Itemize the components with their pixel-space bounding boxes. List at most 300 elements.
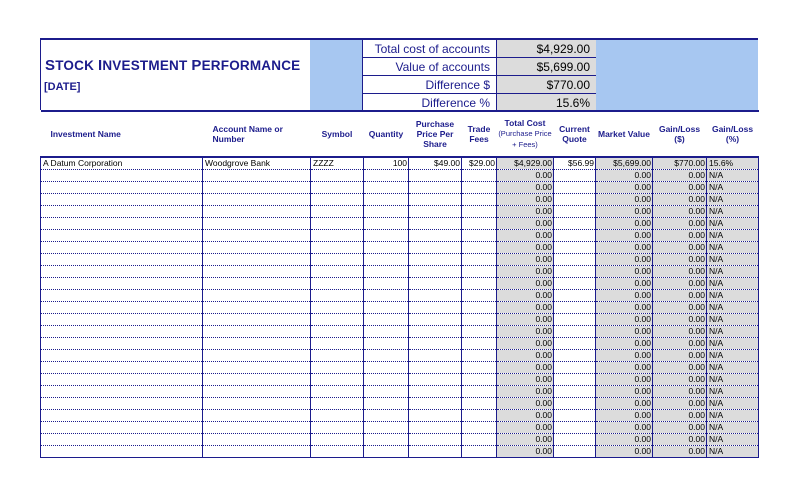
- cell-market-value[interactable]: 0.00: [596, 170, 653, 182]
- cell-total-cost[interactable]: 0.00: [497, 350, 554, 362]
- cell-current-quote[interactable]: [554, 362, 596, 374]
- cell-market-value[interactable]: 0.00: [596, 230, 653, 242]
- cell-account-name[interactable]: [203, 230, 311, 242]
- cell-total-cost[interactable]: 0.00: [497, 374, 554, 386]
- cell-trade-fees[interactable]: [462, 254, 497, 266]
- cell-current-quote[interactable]: [554, 410, 596, 422]
- cell-current-quote[interactable]: [554, 374, 596, 386]
- cell-account-name[interactable]: [203, 278, 311, 290]
- cell-gain-loss-pct[interactable]: N/A: [707, 374, 759, 386]
- col-total-cost-label: Total Cost: [504, 118, 546, 128]
- cell-quantity[interactable]: [364, 326, 409, 338]
- cell-total-cost[interactable]: 0.00: [497, 434, 554, 446]
- cell-trade-fees[interactable]: [462, 410, 497, 422]
- cell-gain-loss-pct[interactable]: N/A: [707, 230, 759, 242]
- cell-total-cost[interactable]: 0.00: [497, 230, 554, 242]
- cell-total-cost[interactable]: 0.00: [497, 290, 554, 302]
- cell-market-value[interactable]: 0.00: [596, 326, 653, 338]
- summary-total-cost-row: [363, 40, 596, 58]
- cell-investment-name[interactable]: [41, 230, 203, 242]
- cell-symbol[interactable]: [311, 290, 364, 302]
- cell-total-cost[interactable]: 0.00: [497, 242, 554, 254]
- cell-gain-loss-dollar[interactable]: 0.00: [653, 266, 707, 278]
- cell-market-value[interactable]: 0.00: [596, 446, 653, 458]
- cell-market-value[interactable]: 0.00: [596, 182, 653, 194]
- cell-account-name[interactable]: [203, 218, 311, 230]
- cell-trade-fees[interactable]: [462, 218, 497, 230]
- cell-investment-name[interactable]: [41, 326, 203, 338]
- cell-gain-loss-pct[interactable]: N/A: [707, 194, 759, 206]
- cell-quantity[interactable]: [364, 422, 409, 434]
- cell-gain-loss-pct[interactable]: N/A: [707, 182, 759, 194]
- summary-value[interactable]: $770.00: [497, 76, 596, 94]
- cell-symbol[interactable]: ZZZZ: [311, 157, 364, 170]
- cell-investment-name[interactable]: [41, 374, 203, 386]
- cell-purchase-price[interactable]: [409, 422, 462, 434]
- spreadsheet: [40, 38, 758, 458]
- cell-investment-name[interactable]: [41, 314, 203, 326]
- cell-market-value[interactable]: 0.00: [596, 434, 653, 446]
- cell-symbol[interactable]: [311, 410, 364, 422]
- cell-gain-loss-pct[interactable]: N/A: [707, 446, 759, 458]
- cell-current-quote[interactable]: [554, 242, 596, 254]
- cell-gain-loss-pct[interactable]: N/A: [707, 206, 759, 218]
- cell-gain-loss-dollar[interactable]: 0.00: [653, 218, 707, 230]
- cell-investment-name[interactable]: [41, 254, 203, 266]
- cell-gain-loss-dollar[interactable]: 0.00: [653, 374, 707, 386]
- cell-market-value[interactable]: 0.00: [596, 410, 653, 422]
- cell-gain-loss-dollar[interactable]: $770.00: [653, 157, 707, 170]
- cell-gain-loss-pct[interactable]: N/A: [707, 350, 759, 362]
- cell-gain-loss-dollar[interactable]: 0.00: [653, 242, 707, 254]
- cell-purchase-price[interactable]: [409, 350, 462, 362]
- cell-gain-loss-dollar[interactable]: 0.00: [653, 410, 707, 422]
- cell-gain-loss-pct[interactable]: N/A: [707, 290, 759, 302]
- table-body: [41, 157, 759, 458]
- cell-market-value[interactable]: 0.00: [596, 374, 653, 386]
- cell-current-quote[interactable]: [554, 266, 596, 278]
- col-gain-loss-dollar: Gain/Loss ($): [653, 111, 707, 157]
- cell-total-cost[interactable]: 0.00: [497, 326, 554, 338]
- cell-symbol[interactable]: [311, 398, 364, 410]
- cell-symbol[interactable]: [311, 194, 364, 206]
- table-row: [41, 326, 759, 338]
- cell-quantity[interactable]: [364, 266, 409, 278]
- cell-gain-loss-dollar[interactable]: 0.00: [653, 170, 707, 182]
- cell-gain-loss-pct[interactable]: N/A: [707, 398, 759, 410]
- cell-market-value[interactable]: 0.00: [596, 398, 653, 410]
- cell-gain-loss-dollar[interactable]: 0.00: [653, 338, 707, 350]
- cell-account-name[interactable]: [203, 446, 311, 458]
- cell-symbol[interactable]: [311, 230, 364, 242]
- cell-quantity[interactable]: [364, 386, 409, 398]
- cell-symbol[interactable]: [311, 278, 364, 290]
- cell-current-quote[interactable]: [554, 314, 596, 326]
- cell-gain-loss-pct[interactable]: N/A: [707, 218, 759, 230]
- summary-value[interactable]: $4,929.00: [497, 40, 596, 58]
- cell-account-name[interactable]: [203, 362, 311, 374]
- cell-gain-loss-pct[interactable]: N/A: [707, 254, 759, 266]
- cell-trade-fees[interactable]: [462, 362, 497, 374]
- cell-current-quote[interactable]: [554, 290, 596, 302]
- summary-value[interactable]: 15.6%: [497, 94, 596, 112]
- cell-gain-loss-dollar[interactable]: 0.00: [653, 230, 707, 242]
- cell-total-cost[interactable]: 0.00: [497, 170, 554, 182]
- cell-market-value[interactable]: 0.00: [596, 194, 653, 206]
- cell-current-quote[interactable]: [554, 182, 596, 194]
- title-initial-s: S: [45, 57, 56, 74]
- cell-investment-name[interactable]: [41, 350, 203, 362]
- cell-gain-loss-dollar[interactable]: 0.00: [653, 254, 707, 266]
- summary-value-of-accounts-row: [363, 58, 596, 76]
- cell-quantity[interactable]: [364, 170, 409, 182]
- cell-trade-fees[interactable]: [462, 230, 497, 242]
- cell-total-cost[interactable]: 0.00: [497, 206, 554, 218]
- cell-investment-name[interactable]: [41, 278, 203, 290]
- cell-quantity[interactable]: [364, 446, 409, 458]
- cell-gain-loss-pct[interactable]: N/A: [707, 302, 759, 314]
- cell-gain-loss-dollar[interactable]: 0.00: [653, 422, 707, 434]
- cell-purchase-price[interactable]: [409, 302, 462, 314]
- cell-investment-name[interactable]: [41, 398, 203, 410]
- cell-market-value[interactable]: 0.00: [596, 314, 653, 326]
- cell-symbol[interactable]: [311, 326, 364, 338]
- cell-current-quote[interactable]: [554, 278, 596, 290]
- cell-purchase-price[interactable]: [409, 314, 462, 326]
- table-row: [41, 278, 759, 290]
- cell-account-name[interactable]: [203, 374, 311, 386]
- cell-account-name[interactable]: [203, 194, 311, 206]
- cell-trade-fees[interactable]: [462, 194, 497, 206]
- cell-total-cost[interactable]: 0.00: [497, 218, 554, 230]
- cell-trade-fees[interactable]: [462, 278, 497, 290]
- cell-gain-loss-pct[interactable]: N/A: [707, 338, 759, 350]
- cell-trade-fees[interactable]: [462, 446, 497, 458]
- cell-purchase-price[interactable]: [409, 434, 462, 446]
- cell-investment-name[interactable]: [41, 362, 203, 374]
- cell-trade-fees[interactable]: [462, 350, 497, 362]
- cell-trade-fees[interactable]: [462, 386, 497, 398]
- cell-quantity[interactable]: [364, 230, 409, 242]
- cell-investment-name[interactable]: [41, 338, 203, 350]
- cell-account-name[interactable]: [203, 338, 311, 350]
- cell-total-cost[interactable]: 0.00: [497, 410, 554, 422]
- cell-investment-name[interactable]: [41, 434, 203, 446]
- cell-symbol[interactable]: [311, 338, 364, 350]
- cell-symbol[interactable]: [311, 170, 364, 182]
- cell-purchase-price[interactable]: [409, 326, 462, 338]
- cell-gain-loss-dollar[interactable]: 0.00: [653, 182, 707, 194]
- cell-gain-loss-dollar[interactable]: 0.00: [653, 314, 707, 326]
- cell-account-name[interactable]: [203, 182, 311, 194]
- cell-gain-loss-dollar[interactable]: 0.00: [653, 194, 707, 206]
- cell-symbol[interactable]: [311, 446, 364, 458]
- cell-gain-loss-dollar[interactable]: 0.00: [653, 290, 707, 302]
- cell-gain-loss-dollar[interactable]: 0.00: [653, 350, 707, 362]
- cell-quantity[interactable]: [364, 218, 409, 230]
- cell-trade-fees[interactable]: [462, 338, 497, 350]
- cell-gain-loss-pct[interactable]: N/A: [707, 278, 759, 290]
- cell-purchase-price[interactable]: $49.00: [409, 157, 462, 170]
- cell-account-name[interactable]: Woodgrove Bank: [203, 157, 311, 170]
- cell-trade-fees[interactable]: [462, 302, 497, 314]
- cell-gain-loss-dollar[interactable]: 0.00: [653, 386, 707, 398]
- cell-quantity[interactable]: [364, 374, 409, 386]
- cell-purchase-price[interactable]: [409, 170, 462, 182]
- cell-symbol[interactable]: [311, 314, 364, 326]
- cell-quantity[interactable]: [364, 242, 409, 254]
- cell-investment-name[interactable]: [41, 242, 203, 254]
- cell-current-quote[interactable]: [554, 302, 596, 314]
- cell-market-value[interactable]: 0.00: [596, 290, 653, 302]
- col-quantity: Quantity: [364, 111, 409, 157]
- cell-trade-fees[interactable]: [462, 290, 497, 302]
- cell-total-cost[interactable]: 0.00: [497, 194, 554, 206]
- cell-total-cost[interactable]: 0.00: [497, 362, 554, 374]
- cell-market-value[interactable]: 0.00: [596, 218, 653, 230]
- cell-investment-name[interactable]: [41, 422, 203, 434]
- cell-symbol[interactable]: [311, 350, 364, 362]
- cell-purchase-price[interactable]: [409, 410, 462, 422]
- cell-purchase-price[interactable]: [409, 386, 462, 398]
- cell-account-name[interactable]: [203, 422, 311, 434]
- cell-current-quote[interactable]: $56.99: [554, 157, 596, 170]
- cell-investment-name[interactable]: [41, 206, 203, 218]
- cell-gain-loss-pct[interactable]: N/A: [707, 326, 759, 338]
- cell-quantity[interactable]: [364, 254, 409, 266]
- cell-symbol[interactable]: [311, 182, 364, 194]
- cell-current-quote[interactable]: [554, 218, 596, 230]
- cell-market-value[interactable]: 0.00: [596, 350, 653, 362]
- cell-gain-loss-dollar[interactable]: 0.00: [653, 434, 707, 446]
- summary-value[interactable]: $5,699.00: [497, 58, 596, 76]
- cell-gain-loss-pct[interactable]: N/A: [707, 266, 759, 278]
- cell-gain-loss-dollar[interactable]: 0.00: [653, 206, 707, 218]
- cell-symbol[interactable]: [311, 242, 364, 254]
- cell-purchase-price[interactable]: [409, 182, 462, 194]
- cell-market-value[interactable]: 0.00: [596, 386, 653, 398]
- cell-current-quote[interactable]: [554, 326, 596, 338]
- cell-total-cost[interactable]: 0.00: [497, 386, 554, 398]
- cell-purchase-price[interactable]: [409, 230, 462, 242]
- cell-gain-loss-pct[interactable]: N/A: [707, 422, 759, 434]
- cell-market-value[interactable]: 0.00: [596, 278, 653, 290]
- cell-current-quote[interactable]: [554, 194, 596, 206]
- cell-trade-fees[interactable]: [462, 374, 497, 386]
- table-row: [41, 266, 759, 278]
- cell-trade-fees[interactable]: [462, 434, 497, 446]
- cell-trade-fees[interactable]: [462, 206, 497, 218]
- cell-gain-loss-pct[interactable]: N/A: [707, 242, 759, 254]
- cell-quantity[interactable]: [364, 350, 409, 362]
- cell-trade-fees[interactable]: $29.00: [462, 157, 497, 170]
- cell-trade-fees[interactable]: [462, 326, 497, 338]
- cell-investment-name[interactable]: [41, 302, 203, 314]
- cell-total-cost[interactable]: $4,929.00: [497, 157, 554, 170]
- cell-current-quote[interactable]: [554, 254, 596, 266]
- cell-purchase-price[interactable]: [409, 398, 462, 410]
- cell-investment-name[interactable]: [41, 194, 203, 206]
- table-row: [41, 362, 759, 374]
- cell-quantity[interactable]: [364, 278, 409, 290]
- cell-trade-fees[interactable]: [462, 182, 497, 194]
- cell-quantity[interactable]: [364, 434, 409, 446]
- cell-purchase-price[interactable]: [409, 374, 462, 386]
- cell-current-quote[interactable]: [554, 338, 596, 350]
- cell-investment-name[interactable]: [41, 410, 203, 422]
- cell-market-value[interactable]: 0.00: [596, 266, 653, 278]
- cell-investment-name[interactable]: [41, 218, 203, 230]
- cell-symbol[interactable]: [311, 362, 364, 374]
- cell-symbol[interactable]: [311, 374, 364, 386]
- cell-quantity[interactable]: [364, 362, 409, 374]
- cell-trade-fees[interactable]: [462, 266, 497, 278]
- date-cell[interactable]: [DATE]: [44, 81, 81, 93]
- cell-account-name[interactable]: [203, 326, 311, 338]
- cell-current-quote[interactable]: [554, 350, 596, 362]
- cell-investment-name[interactable]: [41, 290, 203, 302]
- cell-gain-loss-dollar[interactable]: 0.00: [653, 278, 707, 290]
- cell-account-name[interactable]: [203, 386, 311, 398]
- cell-purchase-price[interactable]: [409, 242, 462, 254]
- cell-total-cost[interactable]: 0.00: [497, 398, 554, 410]
- cell-quantity[interactable]: [364, 398, 409, 410]
- cell-purchase-price[interactable]: [409, 278, 462, 290]
- cell-purchase-price[interactable]: [409, 218, 462, 230]
- cell-gain-loss-pct[interactable]: N/A: [707, 362, 759, 374]
- cell-current-quote[interactable]: [554, 422, 596, 434]
- cell-total-cost[interactable]: 0.00: [497, 446, 554, 458]
- cell-market-value[interactable]: 0.00: [596, 362, 653, 374]
- cell-quantity[interactable]: 100: [364, 157, 409, 170]
- cell-symbol[interactable]: [311, 422, 364, 434]
- cell-purchase-price[interactable]: [409, 446, 462, 458]
- cell-gain-loss-pct[interactable]: 15.6%: [707, 157, 759, 170]
- cell-purchase-price[interactable]: [409, 362, 462, 374]
- col-purchase-price: Purchase Price Per Share: [409, 111, 462, 157]
- cell-market-value[interactable]: 0.00: [596, 422, 653, 434]
- cell-quantity[interactable]: [364, 302, 409, 314]
- cell-current-quote[interactable]: [554, 206, 596, 218]
- cell-gain-loss-dollar[interactable]: 0.00: [653, 398, 707, 410]
- cell-gain-loss-pct[interactable]: N/A: [707, 314, 759, 326]
- cell-trade-fees[interactable]: [462, 170, 497, 182]
- cell-total-cost[interactable]: 0.00: [497, 278, 554, 290]
- cell-gain-loss-dollar[interactable]: 0.00: [653, 362, 707, 374]
- cell-market-value[interactable]: 0.00: [596, 242, 653, 254]
- cell-account-name[interactable]: [203, 434, 311, 446]
- cell-gain-loss-pct[interactable]: N/A: [707, 386, 759, 398]
- cell-market-value[interactable]: 0.00: [596, 254, 653, 266]
- title-block: [40, 38, 310, 110]
- cell-quantity[interactable]: [364, 314, 409, 326]
- cell-investment-name[interactable]: A Datum Corporation: [41, 157, 203, 170]
- cell-trade-fees[interactable]: [462, 242, 497, 254]
- cell-quantity[interactable]: [364, 290, 409, 302]
- cell-account-name[interactable]: [203, 314, 311, 326]
- cell-symbol[interactable]: [311, 206, 364, 218]
- cell-market-value[interactable]: 0.00: [596, 338, 653, 350]
- cell-gain-loss-dollar[interactable]: 0.00: [653, 446, 707, 458]
- cell-quantity[interactable]: [364, 194, 409, 206]
- cell-purchase-price[interactable]: [409, 254, 462, 266]
- cell-account-name[interactable]: [203, 254, 311, 266]
- cell-symbol[interactable]: [311, 386, 364, 398]
- cell-purchase-price[interactable]: [409, 290, 462, 302]
- cell-investment-name[interactable]: [41, 170, 203, 182]
- cell-gain-loss-dollar[interactable]: 0.00: [653, 302, 707, 314]
- cell-quantity[interactable]: [364, 410, 409, 422]
- cell-symbol[interactable]: [311, 266, 364, 278]
- cell-current-quote[interactable]: [554, 170, 596, 182]
- cell-quantity[interactable]: [364, 206, 409, 218]
- cell-symbol[interactable]: [311, 254, 364, 266]
- cell-current-quote[interactable]: [554, 386, 596, 398]
- cell-investment-name[interactable]: [41, 446, 203, 458]
- header-fill-left: [310, 38, 363, 110]
- col-total-cost-sub: (Purchase Price + Fees): [498, 129, 552, 149]
- cell-market-value[interactable]: $5,699.00: [596, 157, 653, 170]
- table-row: [41, 182, 759, 194]
- cell-account-name[interactable]: [203, 350, 311, 362]
- cell-account-name[interactable]: [203, 242, 311, 254]
- cell-investment-name[interactable]: [41, 386, 203, 398]
- cell-account-name[interactable]: [203, 410, 311, 422]
- cell-total-cost[interactable]: 0.00: [497, 338, 554, 350]
- cell-account-name[interactable]: [203, 290, 311, 302]
- cell-trade-fees[interactable]: [462, 314, 497, 326]
- cell-total-cost[interactable]: 0.00: [497, 314, 554, 326]
- cell-market-value[interactable]: 0.00: [596, 206, 653, 218]
- cell-market-value[interactable]: 0.00: [596, 302, 653, 314]
- cell-investment-name[interactable]: [41, 182, 203, 194]
- investment-table: [40, 110, 759, 458]
- cell-symbol[interactable]: [311, 218, 364, 230]
- cell-gain-loss-pct[interactable]: N/A: [707, 170, 759, 182]
- cell-symbol[interactable]: [311, 302, 364, 314]
- summary-block: [363, 38, 596, 110]
- cell-account-name[interactable]: [203, 206, 311, 218]
- cell-quantity[interactable]: [364, 182, 409, 194]
- cell-account-name[interactable]: [203, 398, 311, 410]
- cell-total-cost[interactable]: 0.00: [497, 254, 554, 266]
- cell-gain-loss-pct[interactable]: N/A: [707, 410, 759, 422]
- cell-gain-loss-dollar[interactable]: 0.00: [653, 326, 707, 338]
- cell-total-cost[interactable]: 0.00: [497, 302, 554, 314]
- cell-purchase-price[interactable]: [409, 338, 462, 350]
- cell-account-name[interactable]: [203, 170, 311, 182]
- table-row: [41, 170, 759, 182]
- cell-trade-fees[interactable]: [462, 398, 497, 410]
- cell-current-quote[interactable]: [554, 434, 596, 446]
- cell-account-name[interactable]: [203, 266, 311, 278]
- cell-current-quote[interactable]: [554, 446, 596, 458]
- cell-purchase-price[interactable]: [409, 194, 462, 206]
- cell-total-cost[interactable]: 0.00: [497, 266, 554, 278]
- cell-account-name[interactable]: [203, 302, 311, 314]
- cell-trade-fees[interactable]: [462, 422, 497, 434]
- cell-symbol[interactable]: [311, 434, 364, 446]
- cell-total-cost[interactable]: 0.00: [497, 182, 554, 194]
- cell-purchase-price[interactable]: [409, 266, 462, 278]
- cell-purchase-price[interactable]: [409, 206, 462, 218]
- cell-quantity[interactable]: [364, 338, 409, 350]
- cell-gain-loss-pct[interactable]: N/A: [707, 434, 759, 446]
- cell-total-cost[interactable]: 0.00: [497, 422, 554, 434]
- cell-current-quote[interactable]: [554, 230, 596, 242]
- cell-current-quote[interactable]: [554, 398, 596, 410]
- cell-investment-name[interactable]: [41, 266, 203, 278]
